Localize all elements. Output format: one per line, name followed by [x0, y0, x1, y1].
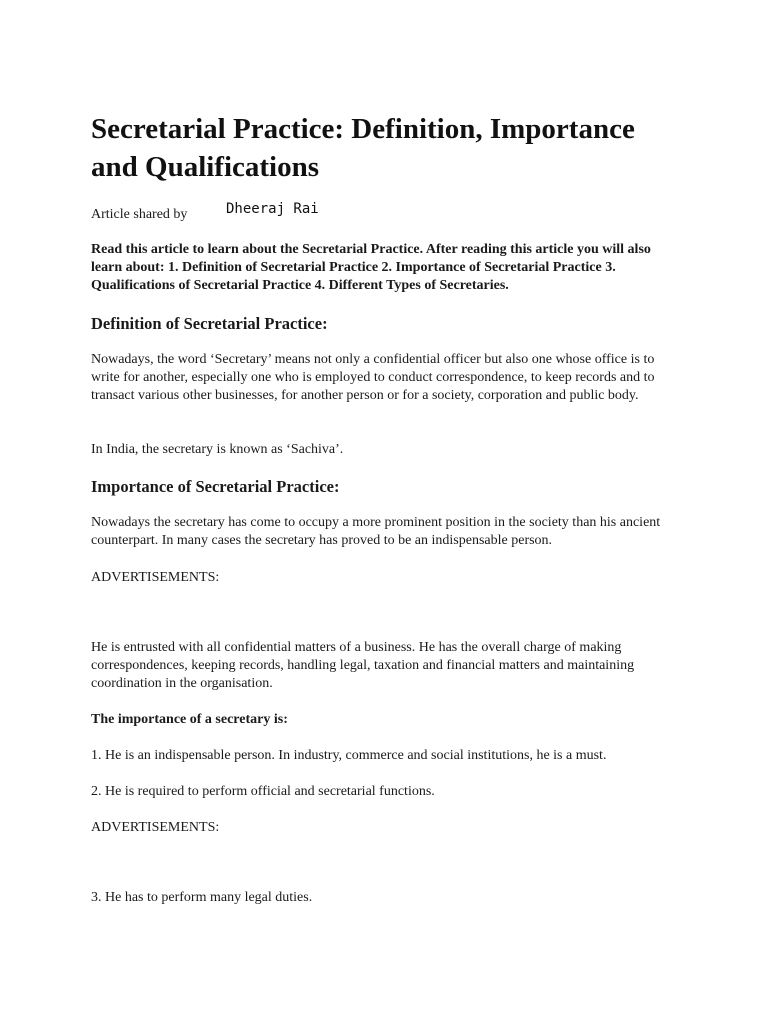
importance-list-heading: The importance of a secretary is: [91, 712, 288, 727]
importance-point-3: 3. He has to perform many legal duties. [91, 890, 313, 905]
importance-paragraph: Nowadays the secretary has come to occupy a more prominent position in the society than his ancient counterpart. In many cases the secretary has proved to be an indispensable person. [91, 515, 661, 548]
advertisements-label: ADVERTISEMENTS: [91, 820, 220, 835]
responsibilities-paragraph: He is entrusted with all confidential matters of a business. He has the overall charge of making correspondences, keeping records, handling legal, taxation and financial matters and maintaining coordination in the organisation. [91, 640, 635, 691]
sachiva-paragraph: In India, the secretary is known as ‘Sachiva’. [91, 442, 344, 457]
section-heading-definition: Definition of Secretarial Practice: [91, 314, 328, 333]
section-heading-importance: Importance of Secretarial Practice: [91, 477, 340, 496]
intro-paragraph: Read this article to learn about the Secretarial Practice. After reading this article you will also learn about: 1. Definition of Secretarial Practice 2. Importance of Secretarial Practice 3. Qualifications of Secretarial Practice 4. Different Types of Secretaries. [91, 242, 651, 293]
byline-label: Article shared by [91, 207, 188, 222]
byline [91, 200, 681, 230]
article-title: Secretarial Practice: Definition, Importance and Qualifications [91, 113, 635, 183]
advertisements-label: ADVERTISEMENTS: [91, 570, 220, 585]
author-name: Dheeraj Rai [226, 201, 319, 217]
importance-point-2: 2. He is required to perform official and secretarial functions. [91, 784, 435, 799]
importance-point-1: 1. He is an indispensable person. In industry, commerce and social institutions, he is a must. [91, 748, 607, 763]
definition-paragraph: Nowadays, the word ‘Secretary’ means not only a confidential officer but also one whose office is to write for another, especially one who is employed to conduct correspondence, to keep records and to transact various other businesses, for another person or for a society, corporation and public body. [91, 352, 655, 403]
